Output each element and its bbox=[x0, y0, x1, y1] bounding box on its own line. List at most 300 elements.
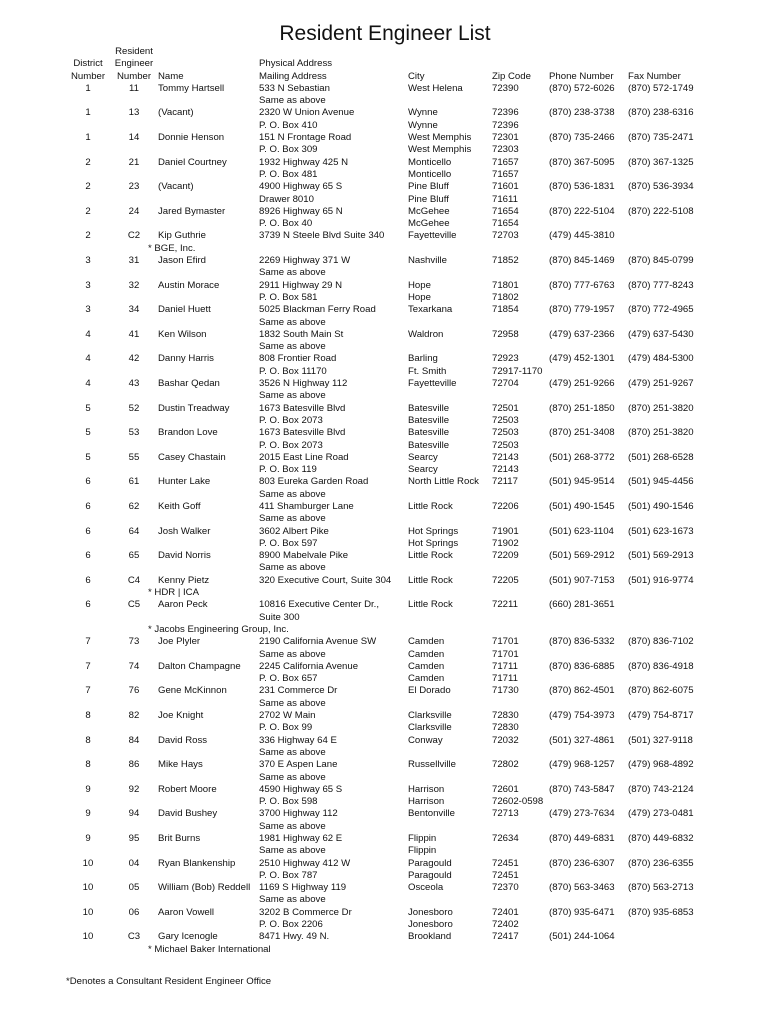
name-cell bbox=[158, 329, 259, 354]
table-row bbox=[66, 759, 708, 784]
engineer-number-cell-text: 73 bbox=[128, 636, 140, 648]
phone-cell bbox=[549, 206, 628, 231]
address-cell bbox=[259, 685, 408, 710]
header-zip-label: Zip Code bbox=[492, 70, 531, 82]
fax-cell bbox=[628, 784, 708, 809]
name-cell bbox=[158, 501, 259, 526]
zip-cell bbox=[492, 661, 549, 686]
city-cell bbox=[408, 83, 492, 108]
phone-cell-text: (479) 452-1301 bbox=[549, 353, 615, 365]
address-cell-line: 1169 S Highway 119 bbox=[259, 882, 347, 894]
city-cell-line: Clarksville bbox=[408, 722, 452, 734]
city-cell-line: Batesville bbox=[408, 427, 450, 439]
phone-cell-text: (870) 449-6831 bbox=[549, 833, 615, 844]
consultant-name: * BGE, Inc. bbox=[148, 242, 196, 254]
table-row bbox=[66, 501, 708, 526]
address-cell-line: 2015 East Line Road bbox=[259, 451, 349, 463]
address-cell-line: P. O. Box 99 bbox=[259, 722, 313, 734]
engineer-number-cell bbox=[110, 304, 158, 329]
header-address-line-1: Physical Address bbox=[259, 58, 333, 70]
table-row bbox=[66, 575, 708, 587]
name-cell bbox=[158, 255, 259, 280]
fax-cell bbox=[628, 403, 708, 428]
name-cell bbox=[158, 858, 259, 883]
engineer-number-cell-text: 76 bbox=[128, 685, 140, 697]
city-cell bbox=[408, 280, 492, 305]
engineer-number-cell-text: 82 bbox=[128, 710, 140, 722]
name-cell-text: David Bushey bbox=[158, 808, 218, 820]
district-cell bbox=[66, 661, 110, 686]
zip-cell-line: 72634 bbox=[492, 833, 519, 844]
name-cell-text: Kip Guthrie bbox=[158, 230, 206, 242]
city-cell bbox=[408, 181, 492, 206]
fax-cell-text: (479) 637-5430 bbox=[628, 328, 694, 340]
zip-cell bbox=[492, 685, 549, 710]
city-cell bbox=[408, 403, 492, 428]
zip-cell bbox=[492, 833, 549, 858]
phone-cell bbox=[549, 107, 628, 132]
fax-cell-text: (870) 572-1749 bbox=[628, 82, 694, 94]
zip-cell-line: 72301 bbox=[492, 132, 519, 144]
city-cell-line: El Dorado bbox=[408, 685, 451, 697]
district-cell-text: 10 bbox=[82, 931, 94, 943]
phone-cell-text: (501) 268-3772 bbox=[549, 451, 615, 463]
phone-cell bbox=[549, 230, 628, 242]
name-cell-text: Joe Knight bbox=[158, 710, 204, 722]
address-cell-line: Drawer 8010 bbox=[259, 193, 314, 205]
name-cell-text: Daniel Courtney bbox=[158, 156, 227, 168]
fax-cell bbox=[628, 83, 708, 108]
name-cell-text: Ryan Blankenship bbox=[158, 857, 236, 869]
engineer-number-cell-text: 53 bbox=[128, 427, 140, 439]
fax-cell-text: (501) 327-9118 bbox=[628, 734, 693, 746]
fax-cell-text: (870) 563-2713 bbox=[628, 882, 694, 894]
zip-cell-line: 72703 bbox=[492, 230, 519, 242]
city-cell bbox=[408, 452, 492, 477]
engineer-number-cell-text: 06 bbox=[128, 906, 140, 918]
fax-cell-text: (870) 222-5108 bbox=[628, 205, 694, 217]
address-cell-line: 2269 Highway 371 W bbox=[259, 255, 351, 267]
zip-cell-line: 72032 bbox=[492, 734, 519, 746]
phone-cell bbox=[549, 858, 628, 883]
phone-cell-text: (870) 367-5095 bbox=[549, 156, 615, 168]
zip-cell-line: 72802 bbox=[492, 759, 519, 771]
name-cell-text: Gene McKinnon bbox=[158, 685, 227, 697]
zip-cell bbox=[492, 304, 549, 329]
address-cell-line: 2190 California Avenue SW bbox=[259, 636, 377, 648]
zip-cell bbox=[492, 230, 549, 242]
address-cell-line: 3700 Highway 112 bbox=[259, 808, 338, 820]
header-phone bbox=[549, 46, 628, 83]
address-cell-line: 10816 Executive Center Dr., bbox=[259, 599, 379, 611]
city-cell-line: Camden bbox=[408, 660, 445, 672]
table-row bbox=[66, 132, 708, 157]
zip-cell-line: 71654 bbox=[492, 205, 519, 217]
fax-cell-text: (870) 836-7102 bbox=[628, 636, 694, 648]
zip-cell bbox=[492, 710, 549, 735]
fax-cell bbox=[628, 280, 708, 305]
phone-cell-text: (479) 251-9266 bbox=[549, 378, 615, 390]
city-cell bbox=[408, 255, 492, 280]
phone-cell bbox=[549, 759, 628, 784]
phone-cell-text: (501) 490-1545 bbox=[549, 500, 615, 512]
zip-cell bbox=[492, 83, 549, 108]
zip-cell-line: 71657 bbox=[492, 156, 519, 168]
address-cell-line: P. O. Box 581 bbox=[259, 291, 318, 303]
zip-cell-line: 72402 bbox=[492, 919, 519, 931]
phone-cell-text: (870) 836-5332 bbox=[549, 636, 615, 648]
fax-cell bbox=[628, 353, 708, 378]
address-cell-line: Suite 300 bbox=[259, 611, 300, 623]
table-row bbox=[66, 599, 708, 624]
engineer-number-cell-text: C3 bbox=[127, 931, 141, 943]
city-cell-line: Camden bbox=[408, 636, 445, 648]
phone-cell-text: (870) 236-6307 bbox=[549, 857, 615, 869]
phone-cell bbox=[549, 710, 628, 735]
engineer-number-cell bbox=[110, 685, 158, 710]
address-cell-line: 803 Eureka Garden Road bbox=[259, 476, 369, 488]
name-cell bbox=[158, 907, 259, 932]
phone-cell-text: (870) 536-1831 bbox=[549, 181, 615, 193]
zip-cell-line: 72401 bbox=[492, 906, 519, 918]
city-cell bbox=[408, 353, 492, 378]
district-cell bbox=[66, 329, 110, 354]
zip-cell-line: 71657 bbox=[492, 168, 519, 180]
address-cell-line: Same as above bbox=[259, 513, 326, 525]
zip-cell-line: 72206 bbox=[492, 500, 519, 512]
address-cell-line: Same as above bbox=[259, 746, 326, 758]
phone-cell bbox=[549, 501, 628, 526]
address-cell bbox=[259, 882, 408, 907]
engineer-number-cell-text: C4 bbox=[127, 574, 141, 586]
city-cell bbox=[408, 329, 492, 354]
district-cell-text: 5 bbox=[85, 451, 91, 463]
header-zip bbox=[492, 46, 549, 83]
district-cell-text: 2 bbox=[85, 205, 91, 217]
phone-cell bbox=[549, 476, 628, 501]
phone-cell-text: (479) 968-1257 bbox=[549, 759, 615, 771]
fax-cell bbox=[628, 636, 708, 661]
engineer-number-cell bbox=[110, 280, 158, 305]
address-cell-line: Same as above bbox=[259, 390, 326, 402]
city-cell-line: Paragould bbox=[408, 869, 452, 881]
engineer-number-cell bbox=[110, 550, 158, 575]
address-cell-line: 2510 Highway 412 W bbox=[259, 857, 351, 869]
phone-cell bbox=[549, 329, 628, 354]
city-cell-line: Batesville bbox=[408, 402, 450, 414]
engineer-number-cell bbox=[110, 427, 158, 452]
fax-cell bbox=[628, 735, 708, 760]
engineer-number-cell bbox=[110, 526, 158, 551]
address-cell-line: P. O. Box 410 bbox=[259, 119, 318, 131]
city-cell bbox=[408, 636, 492, 661]
address-cell-line: Same as above bbox=[259, 488, 326, 500]
engineer-number-cell bbox=[110, 132, 158, 157]
phone-cell bbox=[549, 280, 628, 305]
name-cell-text: Ken Wilson bbox=[158, 328, 207, 340]
fax-cell-text: (870) 367-1325 bbox=[628, 156, 694, 168]
address-cell bbox=[259, 181, 408, 206]
phone-cell bbox=[549, 661, 628, 686]
engineer-number-cell-text: 34 bbox=[128, 304, 140, 316]
engineer-number-cell-text: 94 bbox=[128, 808, 140, 820]
phone-cell bbox=[549, 526, 628, 551]
engineer-number-cell-text: 04 bbox=[128, 857, 140, 869]
district-cell bbox=[66, 427, 110, 452]
engineer-number-cell bbox=[110, 378, 158, 403]
address-cell bbox=[259, 735, 408, 760]
district-cell-text: 8 bbox=[85, 759, 91, 771]
zip-cell-line: 71611 bbox=[492, 193, 518, 205]
engineer-number-cell bbox=[110, 882, 158, 907]
city-cell-line: Barling bbox=[408, 353, 438, 365]
phone-cell bbox=[549, 132, 628, 157]
district-cell bbox=[66, 304, 110, 329]
table-row bbox=[66, 882, 708, 907]
fax-cell-text bbox=[628, 230, 708, 242]
zip-cell-line: 72390 bbox=[492, 82, 519, 94]
district-cell bbox=[66, 157, 110, 182]
phone-cell-text: (870) 735-2466 bbox=[549, 132, 615, 144]
phone-cell bbox=[549, 157, 628, 182]
fax-cell bbox=[628, 575, 708, 587]
fax-cell-text: (870) 845-0799 bbox=[628, 255, 694, 267]
city-cell bbox=[408, 685, 492, 710]
engineer-number-cell bbox=[110, 83, 158, 108]
zip-cell bbox=[492, 636, 549, 661]
district-cell-text: 3 bbox=[85, 255, 91, 267]
phone-cell bbox=[549, 550, 628, 575]
fax-cell bbox=[628, 759, 708, 784]
phone-cell-text: (870) 563-3463 bbox=[549, 882, 615, 894]
address-cell-line: P. O. Box 11170 bbox=[259, 365, 327, 377]
phone-cell-text: (479) 754-3973 bbox=[549, 710, 615, 722]
name-cell bbox=[158, 476, 259, 501]
engineer-number-cell-text: 92 bbox=[128, 783, 140, 795]
address-cell-line: 5025 Blackman Ferry Road bbox=[259, 304, 376, 316]
zip-cell bbox=[492, 452, 549, 477]
address-cell-line: 3602 Albert Pike bbox=[259, 525, 329, 537]
zip-cell-line: 72451 bbox=[492, 869, 519, 881]
address-cell-line: P. O. Box 2073 bbox=[259, 414, 323, 426]
address-cell-line: P. O. Box 309 bbox=[259, 144, 318, 156]
phone-cell bbox=[549, 907, 628, 932]
table-row bbox=[66, 636, 708, 661]
zip-cell-line: 72601 bbox=[492, 783, 519, 795]
city-cell-line: Jonesboro bbox=[408, 906, 453, 918]
zip-cell bbox=[492, 403, 549, 428]
engineer-number-cell bbox=[110, 255, 158, 280]
zip-cell bbox=[492, 599, 549, 624]
name-cell bbox=[158, 206, 259, 231]
fax-cell-text: (870) 735-2471 bbox=[628, 132, 694, 144]
name-cell-text: David Norris bbox=[158, 550, 211, 562]
address-cell bbox=[259, 599, 408, 624]
table-row bbox=[66, 833, 708, 858]
name-cell-text: Josh Walker bbox=[158, 525, 211, 537]
district-cell bbox=[66, 784, 110, 809]
district-cell-text: 5 bbox=[85, 427, 91, 439]
engineer-number-cell bbox=[110, 107, 158, 132]
city-cell bbox=[408, 304, 492, 329]
table-row bbox=[66, 280, 708, 305]
district-cell-text: 1 bbox=[85, 132, 91, 144]
phone-cell-text: (870) 572-6026 bbox=[549, 82, 615, 94]
engineer-number-cell-text: 61 bbox=[128, 476, 140, 488]
phone-cell-text: (479) 273-7634 bbox=[549, 808, 615, 820]
address-cell-line: Same as above bbox=[259, 341, 326, 353]
phone-cell-text: (870) 251-1850 bbox=[549, 402, 615, 414]
table-row bbox=[66, 710, 708, 735]
address-cell-line: Same as above bbox=[259, 648, 326, 660]
address-cell-line: 411 Shamburger Lane bbox=[259, 500, 354, 512]
address-cell bbox=[259, 784, 408, 809]
district-cell bbox=[66, 759, 110, 784]
address-cell bbox=[259, 710, 408, 735]
engineer-number-cell-text: 74 bbox=[128, 660, 140, 672]
engineer-number-cell-text: 31 bbox=[128, 255, 140, 267]
name-cell-text: (Vacant) bbox=[158, 181, 194, 193]
phone-cell-text: (870) 743-5847 bbox=[549, 783, 615, 795]
address-cell-line: 231 Commerce Dr bbox=[259, 685, 338, 697]
city-cell-line: Texarkana bbox=[408, 304, 453, 316]
zip-cell bbox=[492, 476, 549, 501]
engineer-number-cell bbox=[110, 353, 158, 378]
zip-cell-line: 72396 bbox=[492, 107, 519, 119]
address-cell bbox=[259, 575, 408, 587]
name-cell-text: Tommy Hartsell bbox=[158, 82, 225, 94]
address-cell-line: 8471 Hwy. 49 N. bbox=[259, 931, 330, 943]
phone-cell-text: (870) 862-4501 bbox=[549, 685, 615, 697]
zip-cell bbox=[492, 206, 549, 231]
district-cell bbox=[66, 378, 110, 403]
city-cell-line: West Memphis bbox=[408, 144, 472, 156]
phone-cell bbox=[549, 808, 628, 833]
address-cell bbox=[259, 304, 408, 329]
address-cell-line: 2702 W Main bbox=[259, 710, 316, 722]
district-cell-text: 5 bbox=[85, 402, 91, 414]
table-row bbox=[66, 83, 708, 108]
zip-cell-line: 72396 bbox=[492, 119, 519, 131]
address-cell bbox=[259, 353, 408, 378]
address-cell bbox=[259, 808, 408, 833]
district-cell bbox=[66, 735, 110, 760]
address-cell-line: 320 Executive Court, Suite 304 bbox=[259, 574, 392, 586]
phone-cell bbox=[549, 685, 628, 710]
table-row bbox=[66, 931, 708, 943]
address-cell bbox=[259, 452, 408, 477]
address-cell-line: 3526 N Highway 112 bbox=[259, 378, 348, 390]
district-cell bbox=[66, 882, 110, 907]
name-cell bbox=[158, 808, 259, 833]
fax-cell-text: (870) 777-8243 bbox=[628, 279, 694, 291]
name-cell-text: Keith Goff bbox=[158, 500, 201, 512]
consultant-name: * HDR | ICA bbox=[148, 587, 199, 599]
address-cell-line: 1673 Batesville Blvd bbox=[259, 402, 346, 414]
name-cell bbox=[158, 181, 259, 206]
fax-cell-text: (501) 916-9774 bbox=[628, 574, 694, 586]
city-cell-line: Conway bbox=[408, 734, 443, 746]
engineer-number-cell bbox=[110, 661, 158, 686]
city-cell bbox=[408, 427, 492, 452]
address-cell-line: P. O. Box 2073 bbox=[259, 439, 323, 451]
phone-cell-text: (870) 935-6471 bbox=[549, 906, 615, 918]
city-cell bbox=[408, 526, 492, 551]
engineer-number-cell bbox=[110, 476, 158, 501]
fax-cell bbox=[628, 329, 708, 354]
zip-cell bbox=[492, 759, 549, 784]
city-cell-line: Jonesboro bbox=[408, 919, 453, 931]
address-cell-line: P. O. Box 40 bbox=[259, 218, 313, 230]
phone-cell-text: (501) 623-1104 bbox=[549, 525, 614, 537]
district-cell bbox=[66, 636, 110, 661]
name-cell bbox=[158, 353, 259, 378]
address-cell bbox=[259, 759, 408, 784]
engineer-number-cell-text: 43 bbox=[128, 378, 140, 390]
zip-cell-line: 71711 bbox=[492, 673, 518, 685]
phone-cell-text: (501) 569-2912 bbox=[549, 550, 615, 562]
fax-cell bbox=[628, 833, 708, 858]
engineer-number-cell bbox=[110, 907, 158, 932]
name-cell-text: Kenny Pietz bbox=[158, 574, 210, 586]
phone-cell-text: (501) 244-1064 bbox=[549, 931, 615, 943]
fax-cell-text: (870) 862-6075 bbox=[628, 685, 694, 697]
city-cell bbox=[408, 157, 492, 182]
address-cell bbox=[259, 255, 408, 280]
fax-cell bbox=[628, 808, 708, 833]
name-cell bbox=[158, 526, 259, 551]
address-cell bbox=[259, 476, 408, 501]
phone-cell-text: (501) 907-7153 bbox=[549, 574, 615, 586]
fax-cell bbox=[628, 230, 708, 242]
city-cell-line: Pine Bluff bbox=[408, 181, 449, 193]
header-city bbox=[408, 46, 492, 83]
zip-cell-line: 72602-0598 bbox=[492, 796, 544, 808]
district-cell bbox=[66, 181, 110, 206]
zip-cell-line: 71730 bbox=[492, 685, 519, 697]
fax-cell-text: (501) 945-4456 bbox=[628, 476, 694, 488]
engineer-number-cell-text: 14 bbox=[128, 132, 140, 144]
city-cell-line: Brookland bbox=[408, 931, 452, 943]
phone-cell-text: (660) 281-3651 bbox=[549, 599, 615, 611]
engineer-number-cell-text: 11 bbox=[129, 82, 139, 94]
fax-cell bbox=[628, 476, 708, 501]
name-cell bbox=[158, 685, 259, 710]
city-cell-line: Harrison bbox=[408, 796, 445, 808]
table-row bbox=[66, 304, 708, 329]
engineer-number-cell-text: 42 bbox=[128, 353, 140, 365]
address-cell-line: P. O. Box 597 bbox=[259, 537, 318, 549]
zip-cell-line: 71802 bbox=[492, 291, 519, 303]
zip-cell bbox=[492, 353, 549, 378]
city-cell bbox=[408, 107, 492, 132]
address-cell bbox=[259, 157, 408, 182]
engineer-number-cell-text: 41 bbox=[128, 328, 140, 340]
consultant-row bbox=[66, 944, 708, 956]
fax-cell bbox=[628, 882, 708, 907]
city-cell-line: West Helena bbox=[408, 82, 463, 94]
phone-cell bbox=[549, 378, 628, 403]
engineer-number-cell-text: C2 bbox=[127, 230, 141, 242]
city-cell-line: Camden bbox=[408, 648, 445, 660]
district-cell bbox=[66, 280, 110, 305]
fax-cell-text: (870) 251-3820 bbox=[628, 402, 694, 414]
fax-cell-text: (479) 968-4892 bbox=[628, 759, 694, 771]
engineer-number-cell bbox=[110, 329, 158, 354]
phone-cell-text: (870) 836-6885 bbox=[549, 660, 615, 672]
fax-cell bbox=[628, 550, 708, 575]
table-row bbox=[66, 661, 708, 686]
